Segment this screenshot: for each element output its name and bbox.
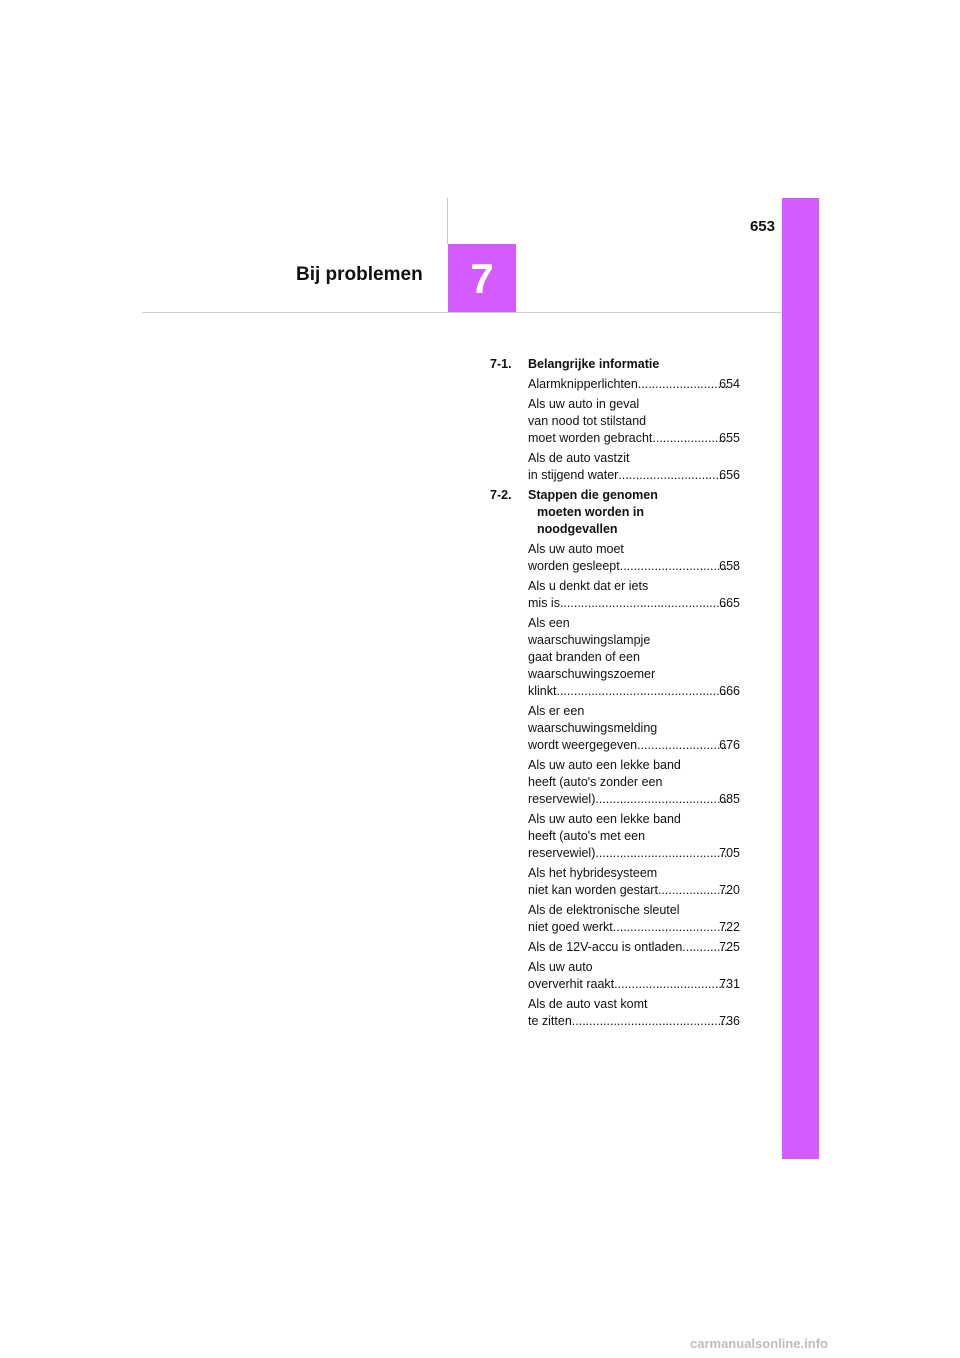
toc-entry-page: 736 bbox=[719, 1014, 740, 1028]
toc-entry-line: Als uw auto in geval bbox=[528, 397, 640, 411]
toc-leader-dots bbox=[637, 737, 727, 754]
toc-section-number: 7-1. bbox=[490, 357, 512, 371]
chapter-number-box bbox=[448, 244, 516, 313]
toc-entry-page: 685 bbox=[719, 792, 740, 806]
toc-entry-line: in stijgend water bbox=[528, 468, 619, 482]
toc-entry bbox=[528, 757, 740, 808]
toc-entry-last-line bbox=[528, 976, 740, 993]
toc-entry-last-line bbox=[528, 467, 740, 484]
toc-entry-line: Als uw auto een lekke band bbox=[528, 812, 681, 826]
page-number: 653 bbox=[749, 218, 775, 235]
toc-section bbox=[490, 487, 740, 1030]
chapter-number: 7 bbox=[470, 254, 494, 302]
toc-entry-line: reservewiel) bbox=[528, 846, 596, 860]
toc-entry-line: te zitten bbox=[528, 1014, 572, 1028]
toc-entry bbox=[528, 450, 740, 484]
toc-entry-last-line bbox=[528, 430, 740, 447]
toc-section-title: Stappen die genomen moeten worden in noodgevallen bbox=[528, 488, 658, 536]
toc-entry-list bbox=[490, 541, 740, 1030]
toc-section-heading bbox=[490, 487, 740, 538]
toc-entry-line: Als u denkt dat er iets bbox=[528, 579, 649, 593]
toc-leader-dots bbox=[618, 467, 727, 484]
toc-entry bbox=[528, 865, 740, 899]
toc-entry-line: reservewiel) bbox=[528, 792, 596, 806]
toc-section-heading bbox=[490, 356, 740, 373]
toc-entry-list bbox=[490, 376, 740, 484]
toc-entry bbox=[528, 939, 740, 956]
toc-leader-dots bbox=[613, 919, 727, 936]
toc-entry bbox=[528, 615, 740, 700]
toc-entry-line: Als een bbox=[528, 616, 570, 630]
toc-entry bbox=[528, 996, 740, 1030]
toc-entry-last-line bbox=[528, 939, 740, 956]
toc-entry-line: heeft (auto's zonder een bbox=[528, 775, 663, 789]
toc-leader-dots bbox=[595, 845, 727, 862]
chapter-title: Bij problemen bbox=[296, 264, 423, 285]
toc-entry-line: Als uw auto moet bbox=[528, 542, 624, 556]
toc-entry-line: wordt weergegeven bbox=[528, 738, 638, 752]
toc-entry-last-line bbox=[528, 376, 740, 393]
toc-entry-line: van nood tot stilstand bbox=[528, 414, 647, 428]
toc-entry-page: 658 bbox=[719, 559, 740, 573]
watermark: carmanualsonline.info bbox=[690, 1336, 828, 1351]
toc-entry-line: Als er een bbox=[528, 704, 585, 718]
toc-entry-line: worden gesleept bbox=[528, 559, 620, 573]
toc-entry-line: Als de elektronische sleutel bbox=[528, 903, 680, 917]
toc-entry-last-line bbox=[528, 558, 740, 575]
toc-entry-page: 655 bbox=[719, 431, 740, 445]
toc-entry-page: 656 bbox=[719, 468, 740, 482]
toc-entry-last-line bbox=[528, 791, 740, 808]
toc-entry-page: 654 bbox=[719, 377, 740, 391]
toc-leader-dots bbox=[658, 882, 727, 899]
toc-section-title: Belangrijke informatie bbox=[528, 357, 660, 371]
toc-entry-last-line bbox=[528, 595, 740, 612]
toc-entry-line: heeft (auto's met een bbox=[528, 829, 646, 843]
toc-entry-last-line bbox=[528, 882, 740, 899]
toc-entry bbox=[528, 396, 740, 447]
toc-entry bbox=[528, 376, 740, 393]
toc-entry-line: niet goed werkt bbox=[528, 920, 613, 934]
toc-entry-page: 725 bbox=[719, 940, 740, 954]
toc-entry-line: Als het hybridesysteem bbox=[528, 866, 658, 880]
toc-entry-page: 720 bbox=[719, 883, 740, 897]
toc-leader-dots bbox=[560, 595, 727, 612]
toc-section-number: 7-2. bbox=[490, 488, 512, 502]
toc-entry-line: Als de auto vast komt bbox=[528, 997, 648, 1011]
toc-entry-line: waarschuwingslampje bbox=[528, 633, 651, 647]
toc-section bbox=[490, 356, 740, 484]
toc-entry-line: klinkt bbox=[528, 684, 557, 698]
toc-entry-last-line bbox=[528, 737, 740, 754]
toc-entry-page: 731 bbox=[719, 977, 740, 991]
toc-entry-page: 676 bbox=[719, 738, 740, 752]
header-divider-vertical bbox=[447, 198, 448, 244]
toc-leader-dots bbox=[595, 791, 727, 808]
toc-entry-last-line bbox=[528, 919, 740, 936]
toc-entry-line: Als de 12V-accu is ontladen bbox=[528, 940, 683, 954]
toc-entry-line: Alarmknipperlichten bbox=[528, 377, 638, 391]
toc-leader-dots bbox=[614, 976, 727, 993]
toc-leader-dots bbox=[638, 376, 727, 393]
toc-leader-dots bbox=[556, 683, 727, 700]
toc-leader-dots bbox=[572, 1013, 727, 1030]
toc-entry-line: oververhit raakt bbox=[528, 977, 615, 991]
toc-entry bbox=[528, 959, 740, 993]
toc-leader-dots bbox=[652, 430, 727, 447]
toc-entry bbox=[528, 541, 740, 575]
toc-entry bbox=[528, 902, 740, 936]
toc-entry-line: Als uw auto een lekke band bbox=[528, 758, 681, 772]
toc-entry bbox=[528, 703, 740, 754]
toc-leader-dots bbox=[620, 558, 727, 575]
chapter-side-tab bbox=[782, 198, 819, 1159]
toc-entry-line: waarschuwingszoemer bbox=[528, 667, 656, 681]
toc-entry-page: 666 bbox=[719, 684, 740, 698]
toc-entry-line: Als uw auto bbox=[528, 960, 593, 974]
toc-entry-line: niet kan worden gestart bbox=[528, 883, 658, 897]
toc-entry-page: 722 bbox=[719, 920, 740, 934]
toc-entry-page: 665 bbox=[719, 596, 740, 610]
toc-entry bbox=[528, 811, 740, 862]
toc-entry-line: gaat branden of een bbox=[528, 650, 640, 664]
table-of-contents bbox=[490, 356, 740, 1033]
toc-entry-page: 705 bbox=[719, 846, 740, 860]
toc-entry bbox=[528, 578, 740, 612]
toc-entry-line: waarschuwingsmelding bbox=[528, 721, 658, 735]
toc-entry-last-line bbox=[528, 683, 740, 700]
toc-entry-line: Als de auto vastzit bbox=[528, 451, 630, 465]
toc-entry-last-line bbox=[528, 1013, 740, 1030]
toc-entry-line: mis is bbox=[528, 596, 560, 610]
toc-entry-last-line bbox=[528, 845, 740, 862]
toc-entry-line: moet worden gebracht bbox=[528, 431, 653, 445]
header-divider-horizontal bbox=[142, 312, 782, 313]
